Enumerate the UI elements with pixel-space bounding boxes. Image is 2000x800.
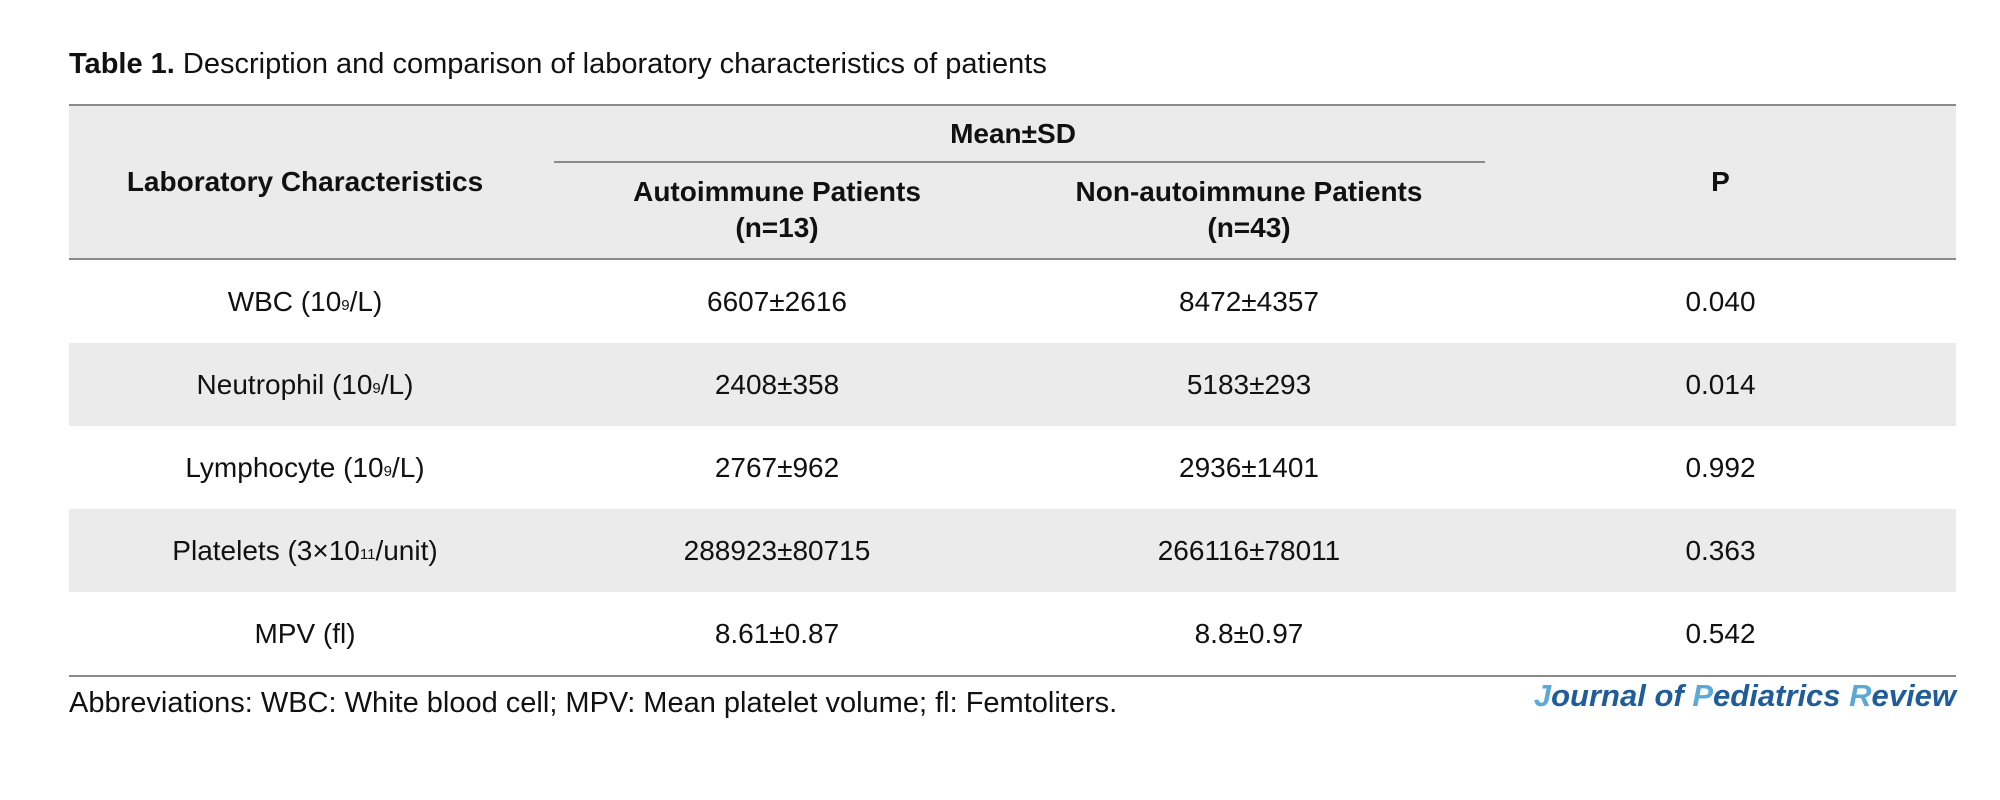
table-row (69, 509, 1956, 592)
cell-characteristic (69, 592, 541, 676)
header-autoimmune-n: (n=13) (735, 212, 819, 243)
characteristic-name: Neutrophil (10 (196, 368, 373, 400)
cell-autoimmune: 2408±358 (714, 368, 840, 400)
cell-nonautoimmune: 8.8±0.97 (1194, 617, 1304, 649)
unit-exponent: 9 (383, 462, 392, 480)
cell-nonautoimmune: 5183±293 (1186, 368, 1312, 400)
characteristic-name: WBC (10 (227, 285, 342, 317)
table-row (69, 343, 1956, 426)
table-row (69, 426, 1956, 509)
unit-exponent: 11 (359, 545, 376, 563)
table-body (69, 259, 1956, 676)
logo-letter-r: R (1849, 678, 1872, 713)
cell-autoimmune: 6607±2616 (707, 285, 847, 317)
abbreviations-footnote: Abbreviations: WBC: White blood cell; MPV: Mean platelet volume; fl: Femtoliters. (69, 687, 1118, 719)
cell-autoimmune: 2767±962 (714, 451, 840, 483)
lab-characteristics-table (69, 104, 1956, 677)
cell-p-value: 0.040 (1685, 285, 1756, 317)
characteristic-name: Platelets (3×10 (172, 534, 360, 566)
table-row (69, 592, 1956, 676)
unit-exponent: 9 (341, 296, 350, 314)
table-header (69, 105, 1956, 259)
logo-letter-p: P (1692, 678, 1714, 713)
cell-nonautoimmune: 2936±1401 (1179, 451, 1319, 483)
header-nonautoimmune (1013, 162, 1485, 259)
header-autoimmune (541, 162, 1013, 259)
cell-characteristic (69, 343, 541, 426)
cell-autoimmune: 8.61±0.87 (714, 617, 840, 649)
header-characteristic: Laboratory Characteristics (126, 166, 484, 197)
cell-characteristic (69, 509, 541, 592)
header-nonautoimmune-n: (n=43) (1207, 212, 1291, 243)
caption-text: Description and comparison of laboratory characteristics of patients (174, 48, 1047, 80)
journal-logo (1534, 676, 1956, 716)
table-row (69, 259, 1956, 343)
characteristic-name: Lymphocyte (10 (185, 451, 384, 483)
header-mean-sd: Mean±SD (541, 105, 1485, 162)
cell-p-value: 0.014 (1685, 368, 1756, 400)
cell-p-value: 0.992 (1685, 451, 1756, 483)
characteristic-unit: /L) (391, 451, 425, 483)
cell-nonautoimmune: 8472±4357 (1179, 285, 1319, 317)
logo-letter-j: J (1533, 678, 1552, 713)
cell-p-value: 0.363 (1685, 534, 1756, 566)
header-p: P (1711, 166, 1730, 197)
characteristic-unit: /unit) (375, 534, 438, 566)
characteristic-unit: /L) (380, 368, 414, 400)
cell-nonautoimmune: 266116±78011 (1157, 534, 1341, 566)
cell-autoimmune: 288923±80715 (683, 534, 871, 566)
logo-text-eview: eview (1871, 678, 1956, 713)
header-nonautoimmune-title: Non-autoimmune Patients (1075, 176, 1423, 207)
logo-text-ournal-of: ournal of (1551, 678, 1693, 713)
caption-label: Table 1. (69, 48, 175, 80)
table-caption (69, 44, 1047, 84)
cell-characteristic (69, 426, 541, 509)
characteristic-name: MPV (fl) (254, 617, 356, 649)
cell-characteristic (69, 259, 541, 343)
logo-text-ediatrics: ediatrics (1713, 678, 1850, 713)
cell-p-value: 0.542 (1685, 617, 1756, 649)
header-autoimmune-title: Autoimmune Patients (633, 176, 921, 207)
unit-exponent: 9 (372, 379, 381, 397)
characteristic-unit: /L) (349, 285, 383, 317)
